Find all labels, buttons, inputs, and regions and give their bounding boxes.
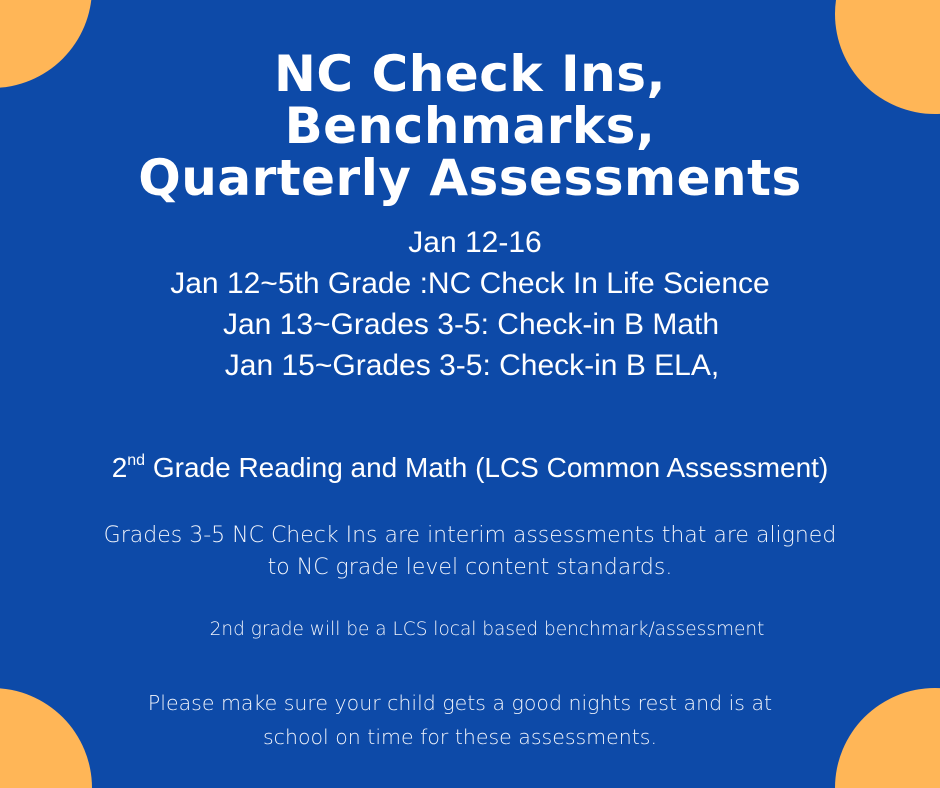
second-grade-note <box>0 617 940 643</box>
check-ins-description <box>0 520 940 584</box>
title-line-3: Quarterly Assessments <box>138 149 802 207</box>
grade-number: 2 <box>111 452 128 483</box>
second-grade-assessment <box>0 448 940 488</box>
grade-ordinal-suffix: nd <box>127 452 146 469</box>
reminder-note <box>0 686 940 754</box>
schedule-item: Jan 15~Grades 3-5: Check-in B ELA, <box>224 349 720 382</box>
title-line-2: Benchmarks, <box>284 97 656 155</box>
reminder-line-2: school on time for these assessments. <box>263 725 657 749</box>
schedule-list <box>0 222 940 386</box>
check-ins-line-1: Grades 3-5 NC Check Ins are interim assessments that are aligned <box>103 523 837 548</box>
schedule-range: Jan 12-16 <box>408 226 542 259</box>
schedule-item: Jan 13~Grades 3-5: Check-in B Math <box>222 308 720 341</box>
check-ins-line-2: to NC grade level content standards. <box>267 555 673 580</box>
second-grade-note-text: 2nd grade will be a LCS local based benchmark/assessment <box>209 619 765 640</box>
reminder-line-1: Please make sure your child gets a good nights rest and is at <box>147 691 773 715</box>
title-line-1: NC Check Ins, <box>274 45 666 103</box>
schedule-item: Jan 12~5th Grade :NC Check In Life Science <box>170 267 770 300</box>
second-grade-text: Grade Reading and Math (LCS Common Assessment) <box>145 452 829 483</box>
poster-title <box>0 45 940 207</box>
